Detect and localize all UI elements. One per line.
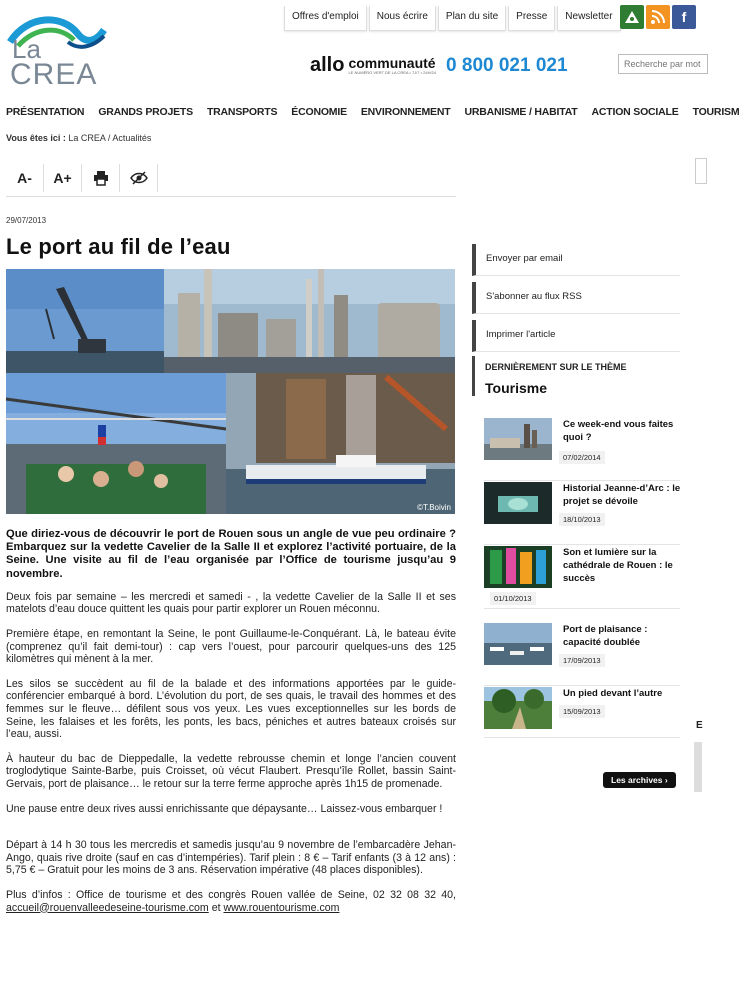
email-link[interactable]: accueil@rouenvalleedeseine-tourisme.com <box>6 901 209 914</box>
article-paragraph: Deux fois par semaine – les mercredi et samedi - , la vedette Cavelier de la Salle II et ses matelots d’eau douce quittent les quais pour partir explorer un Rouen méconnu. <box>6 590 456 616</box>
accessibility-button[interactable] <box>120 164 158 192</box>
news-title[interactable]: Historial Jeanne-d’Arc : le projet se dévoile <box>563 483 681 507</box>
article-paragraph: Une pause entre deux rives aussi enrichissante que dépaysante… Laissez-vous embarquer ! <box>6 802 443 815</box>
news-item[interactable] <box>484 623 680 686</box>
port-photos <box>6 269 455 514</box>
nav-action-sociale[interactable]: ACTION SOCIALE <box>591 106 679 118</box>
archives-label: Les archives <box>611 775 663 785</box>
nav-grands-projets[interactable]: GRANDS PROJETS <box>98 106 193 118</box>
hotline-phone[interactable]: 0 800 021 021 <box>446 54 568 76</box>
news-item[interactable] <box>484 482 680 545</box>
article-paragraph: À hauteur du bac de Dieppedalle, la vedette rebrousse chemin et longe l’ancien couvent troglodytique Sainte-Barbe, puis Croisset, où vécut Flaubert. Presqu’île Rollet, bassin Saint-Gervais, port de plaisance… le retour sur la terre ferme approche après 1h15 de promenade. <box>6 752 456 790</box>
nav-tourisme[interactable]: TOURISM <box>692 106 739 118</box>
utility-links <box>284 6 621 31</box>
news-thumbnail <box>484 418 552 460</box>
news-thumbnail <box>484 687 552 729</box>
hotline-tagline: LE NUMÉRO VERT DE LA CREA • 7J/7 • 24H/24 <box>348 70 437 75</box>
print-icon <box>93 171 109 185</box>
font-smaller-label: A- <box>17 170 32 186</box>
font-larger-label: A+ <box>53 170 72 186</box>
allo-label: allo <box>310 54 345 76</box>
news-date: 15/09/2013 <box>559 705 605 718</box>
contact-link[interactable]: Nous écrire <box>369 6 436 31</box>
breadcrumb-path[interactable]: La CREA / Actualités <box>68 133 152 143</box>
breadcrumb-prefix: Vous êtes ici : <box>6 133 66 143</box>
sitemap-link[interactable]: Plan du site <box>438 6 506 31</box>
social-links <box>620 5 696 29</box>
crea-logo[interactable] <box>8 12 108 91</box>
news-item[interactable] <box>484 546 680 609</box>
theme-name: Tourisme <box>485 380 547 396</box>
article-lead: Que diriez-vous de découvrir le port de Rouen sous un angle de vue peu ordinaire ? Embarquez sur la vedette Cavelier de la Salle II et explorez l’activité portuaire, de la Seine. Une visite au fil de l’eau organisée par l’Office de tourisme jusqu’au 9 novembre. <box>6 528 456 580</box>
page-title: Le port au fil de l’eau <box>6 234 231 259</box>
nav-presentation[interactable]: PRÉSENTATION <box>6 106 85 118</box>
hotline-banner <box>310 54 568 77</box>
press-link[interactable]: Presse <box>508 6 555 31</box>
article-photo-collage <box>6 269 455 514</box>
article-body <box>6 528 456 926</box>
contact-text: Plus d’infos : Office de tourisme et des congrès Rouen vallée de Seine, 02 32 08 32 40, <box>6 888 456 901</box>
breadcrumb <box>6 133 151 143</box>
print-button[interactable] <box>82 164 120 192</box>
news-date: 17/09/2013 <box>559 654 605 667</box>
nav-economie[interactable]: ÉCONOMIE <box>291 106 347 118</box>
font-larger-button[interactable] <box>44 164 82 192</box>
nav-environnement[interactable]: ENVIRONNEMENT <box>360 106 451 118</box>
rss-subscribe-link[interactable]: S'abonner au flux RSS <box>472 282 680 314</box>
partner-badge-icon[interactable] <box>620 5 644 29</box>
jobs-link[interactable]: Offres d'emploi <box>284 6 367 31</box>
theme-block <box>472 356 693 396</box>
website-link[interactable]: www.rouentourisme.com <box>223 901 340 914</box>
newsletter-link[interactable]: Newsletter <box>557 6 620 31</box>
search-input[interactable] <box>618 54 708 74</box>
communaute-label: communauté <box>348 55 436 71</box>
side-widget[interactable] <box>695 158 707 184</box>
send-email-link[interactable]: Envoyer par email <box>472 244 680 276</box>
archives-button[interactable] <box>603 772 676 788</box>
eye-icon <box>130 171 148 185</box>
news-date: 18/10/2013 <box>559 513 605 526</box>
edge-letter: E <box>696 720 703 731</box>
article-paragraph: Départ à 14 h 30 tous les mercredis et samedis jusqu’au 9 novembre de l’embarcadère Jehan-Ango, quais rive droite (sauf en cas d’intempéries). Tarif plein : 8 € – Tarif enfants (3 à 12 ans) : 5,75 € – Gratuit pour les moins de 3 ans. Réservation impérative (48 places disponibles). <box>6 839 456 877</box>
arrow-right-icon: › <box>664 775 668 785</box>
font-smaller-button[interactable] <box>6 164 44 192</box>
news-thumbnail <box>484 623 552 665</box>
share-actions <box>472 244 680 352</box>
article-paragraph: Les silos se succèdent au fil de la balade et des informations apportées par le guide-conférencier embarqué à bord. L’évolution du port, de ses quais, le travail des hommes et des femmes sur le fleuve… défilent sous vos yeux. Les vues exceptionnelles sur les bords de Seine, les falaises et les forêts, les ponts, les bacs, péniches et autres bateaux croisés sur l’eau, aussi. <box>6 677 456 741</box>
news-item[interactable] <box>484 687 680 738</box>
news-item[interactable] <box>484 418 680 481</box>
news-date: 01/10/2013 <box>490 592 536 605</box>
article-contact <box>6 889 456 914</box>
main-nav <box>6 106 739 118</box>
print-article-link[interactable]: Imprimer l'article <box>472 320 680 352</box>
news-title[interactable]: Un pied devant l’autre <box>563 688 663 699</box>
side-widget-bottom <box>694 742 702 792</box>
news-thumbnail <box>484 546 552 588</box>
news-title[interactable]: Son et lumière sur la cathédrale de Rouen : le succès <box>563 547 673 584</box>
nav-transports[interactable]: TRANSPORTS <box>206 106 278 118</box>
article-paragraph: Première étape, en remontant la Seine, le pont Guillaume-le-Conquérant. Là, le bateau évite (comprenez qu’il fait demi-tour) : cap vers l’ouest, pour parcourir quelques-uns des 125 kilomètres qui mènent à la mer. <box>6 628 456 666</box>
article-date: 29/07/2013 <box>6 216 47 225</box>
nav-urbanisme[interactable]: URBANISME / HABITAT <box>464 106 578 118</box>
logo-crea: CREA <box>10 58 98 91</box>
news-title[interactable]: Ce week-end vous faites quoi ? <box>563 419 674 443</box>
news-title[interactable]: Port de plaisance : capacité doublée <box>563 624 648 648</box>
photo-credit: ©T.Boivin <box>417 503 451 512</box>
facebook-icon[interactable]: f <box>672 5 696 29</box>
logo-la: La <box>12 34 41 64</box>
article-tools <box>6 160 456 197</box>
contact-and: et <box>211 901 221 914</box>
news-thumbnail <box>484 482 552 524</box>
news-date: 07/02/2014 <box>559 451 605 464</box>
theme-kicker: DERNIÈREMENT SUR LE THÈME <box>485 362 627 372</box>
rss-icon[interactable] <box>646 5 670 29</box>
